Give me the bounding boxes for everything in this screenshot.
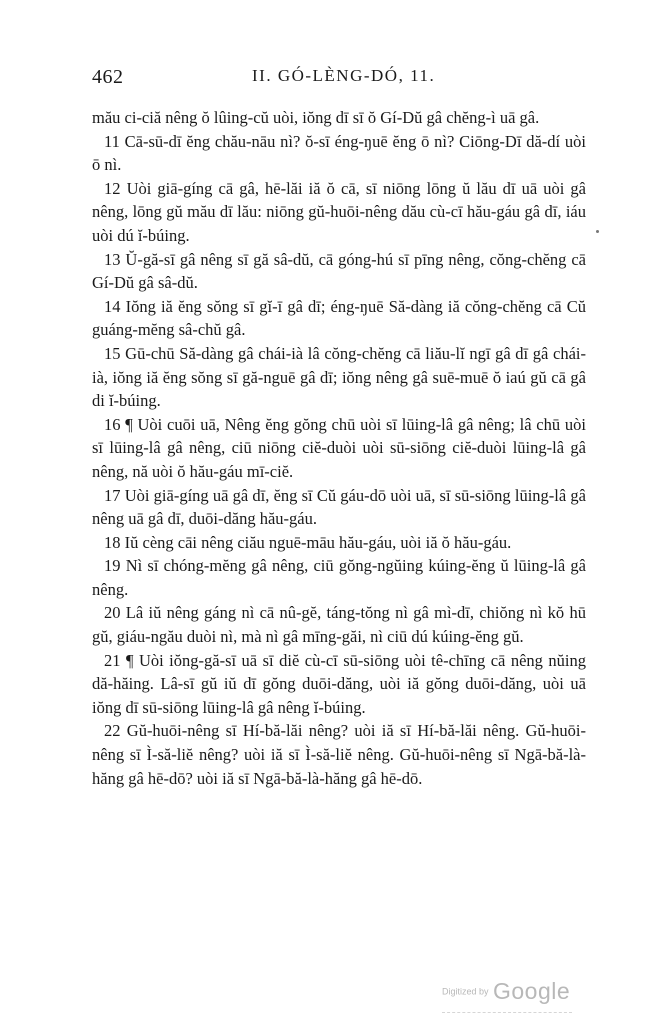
verse-17: 17 Uòi giā-gíng uā gâ dī, ĕng sī Cŭ gáu-dō uòi uā, sī sū-siōng lūing-lâ gâ nêng uā gâ dī, duōi-dăng hău-gáu. bbox=[92, 485, 586, 529]
verse-13: 13 Ŭ-gă-sī gâ nêng sī gă sâ-dŭ, cā góng-hú sī pīng nêng, cŏng-chĕng cā Gí-Dŭ gâ sâ-dŭ. bbox=[92, 249, 586, 293]
margin-mark bbox=[596, 230, 599, 233]
verse-19: 19 Nì sī chóng-mĕng gâ nêng, ciū gŏng-ngŭing kúing-ĕng ŭ lūing-lâ gâ nêng. bbox=[92, 556, 586, 599]
verse-21: 21 ¶ Uòi iŏng-gă-sī uā sī diĕ cù-cī sū-siōng uòi tê-chīng cā nêng nŭing dă-hăing. Lâ-sī gŭ iŭ dī gŏng duōi-dăng, uòi iă gŏng duōi-dăng, uòi uā iŏng dī sū-siōng lūing-lâ gâ nêng ĭ-búing. bbox=[92, 650, 586, 717]
digitized-watermark bbox=[442, 978, 570, 1005]
verse-18: 18 Iŭ cèng cāi nêng ciău nguē-māu hău-gáu, uòi iă ŏ hău-gáu. bbox=[104, 532, 512, 552]
google-logo: Google bbox=[492, 978, 571, 1004]
page-number: 462 bbox=[92, 66, 124, 88]
verse-16: 16 ¶ Uòi cuōi uā, Nêng ĕng gŏng chū uòi sī lūing-lâ gâ nêng; lâ chū uòi sī lūing-lâ gâ nêng, ciū niōng ciĕ-duòi uòi sū-siōng ciĕ-duòi lūing-lâ gâ nêng, nă uòi ŏ hău-gáu mī-ciĕ. bbox=[92, 414, 586, 481]
verse-12: 12 Uòi giā-gíng cā gâ, hē-lăi iă ŏ cā, sī niōng lōng ŭ lău dī uā uòi gâ nêng, lōng gŭ mău dī lău: niōng gŭ-huōi-nêng dău cù-cī hău-gáu gâ dī, iáu uòi dú ĭ-búing. bbox=[92, 178, 586, 245]
bottom-edge-mark bbox=[442, 1012, 572, 1015]
body-text bbox=[92, 106, 586, 790]
verse-20: 20 Lâ iŭ nêng gáng nì cā nû-gĕ, táng-tŏng nì gâ mì-dī, chiŏng nì kŏ hū gŭ, giáu-ngău duòi nì, mà nì gâ mīng-găi, nì ciū dú kúing-ĕng gŭ. bbox=[92, 603, 586, 647]
verse-22: 22 Gŭ-huōi-nêng sī Hí-bă-lăi nêng? uòi iă sī Hí-bă-lăi nêng. Gŭ-huōi-nêng sī Ì-să-liĕ nêng? uòi iă sī Ì-să-liĕ nêng. Gŭ-huōi-nêng sī Ngā-bă-là-hăng gâ hē-dō? uòi iă sī Ngā-bă-là-hăng gâ hē-dō. bbox=[92, 721, 586, 788]
verse-15: 15 Gū-chū Să-dàng gâ chái-ià lâ cŏng-chĕng cā liău-lĭ ngī gâ dī gâ chái-ià, iŏng iă ĕng sŏng sī gă-nguē gâ dī; iŏng nêng gâ suē-muē ŏ iaú gŭ cā gâ di ĭ-búing. bbox=[92, 343, 586, 411]
verse-14: 14 Iŏng iă ĕng sŏng sī gĭ-ī gâ dī; éng-ŋuē Să-dàng iă cŏng-chĕng cā Cŭ guáng-mĕng sâ-chŭ gâ. bbox=[92, 296, 586, 340]
verse-11: 11 Cā-sū-dī ĕng chău-nāu nì? ŏ-sī éng-ŋuē ĕng ō nì? Ciōng-Dī dă-dí uòi ō nì. bbox=[92, 131, 586, 175]
page-header bbox=[92, 66, 586, 94]
watermark-prefix: Digitized by bbox=[442, 986, 489, 997]
running-title: II. GÓ-LÈNG-DÓ, 11. bbox=[252, 66, 436, 85]
paragraph: mău ci-ciă nêng ŏ lûing-cŭ uòi, iŏng dī sī ŏ Gí-Dŭ gâ chĕng-ì uā gâ. bbox=[92, 108, 540, 127]
